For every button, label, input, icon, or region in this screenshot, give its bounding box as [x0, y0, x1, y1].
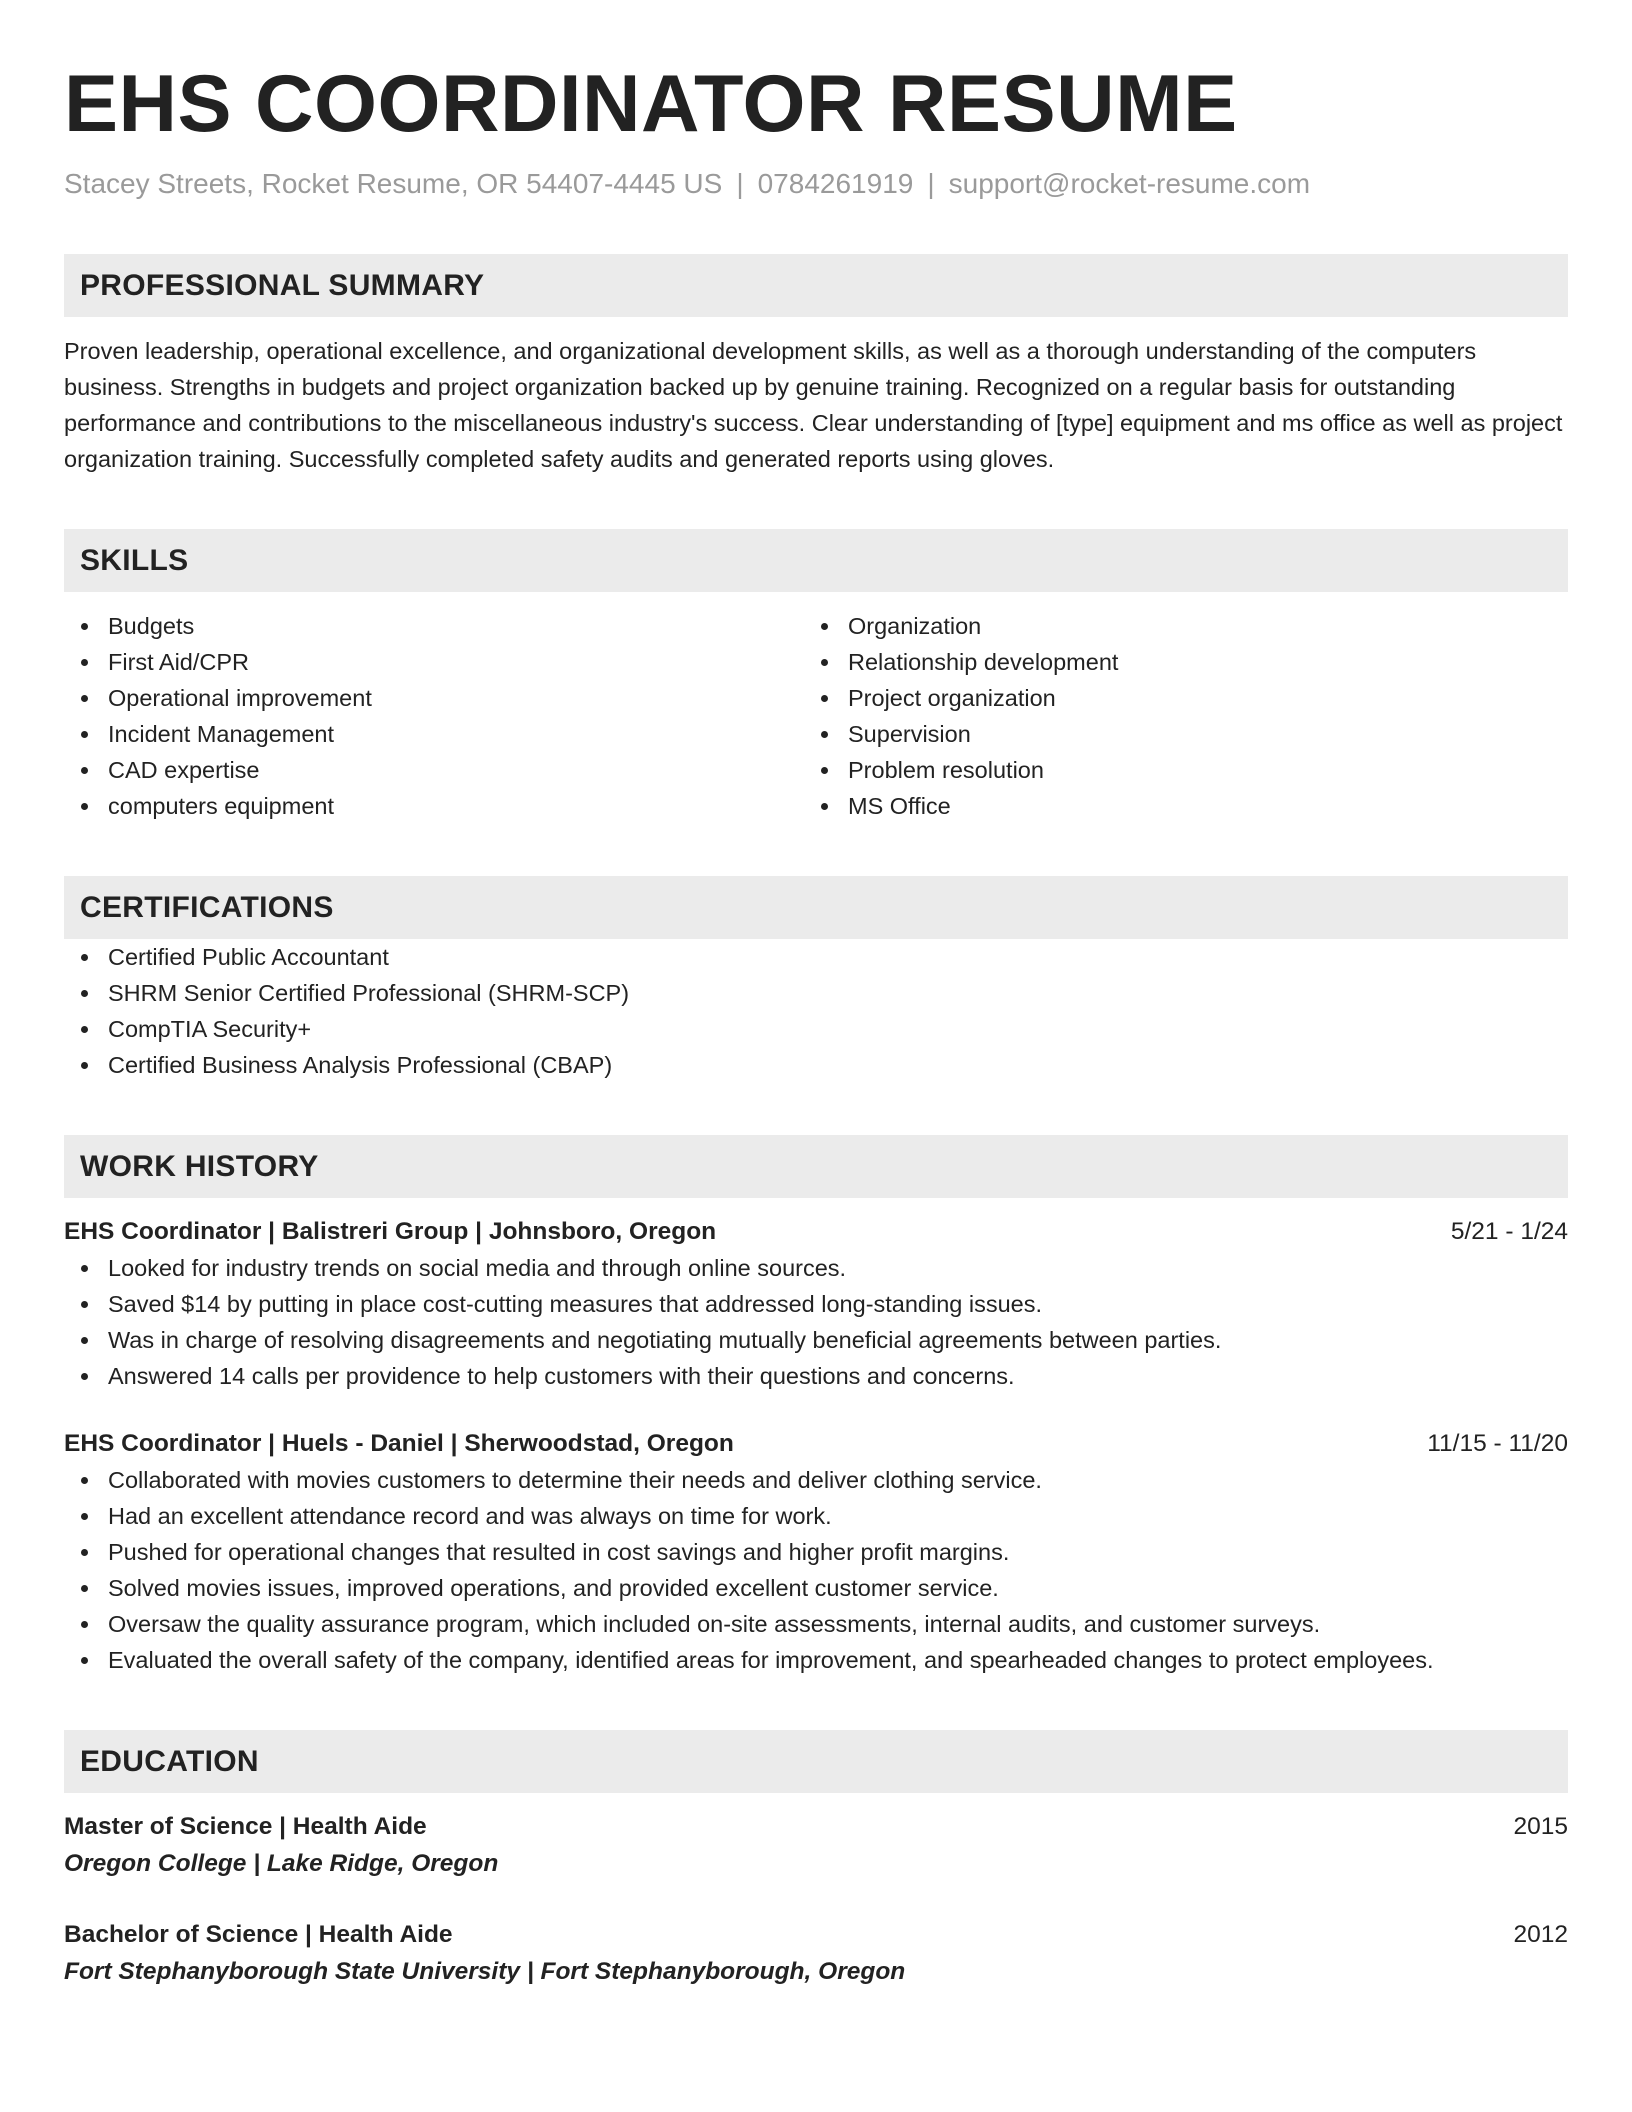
contact-address: Stacey Streets, Rocket Resume, OR 54407-4445 US: [64, 168, 723, 199]
skill-item: CAD expertise: [64, 752, 804, 788]
summary-text: Proven leadership, operational excellence, and organizational development skills, as well as a thorough understanding of the computers business. Strengths in budgets and project organization backed up by genuine training. Recognized on a regular basis for outstanding performance and contributions to the miscellaneous industry's success. Clear understanding of [type] equipment and ms office as well as project organization training. Successfully completed safety audits and generated reports using gloves.: [64, 338, 1563, 472]
section-header-summary: PROFESSIONAL SUMMARY: [64, 254, 1568, 317]
job-bullets: [64, 1462, 1568, 1678]
contact-phone: 0784261919: [757, 168, 914, 199]
section-header-certifications: CERTIFICATIONS: [64, 876, 1568, 939]
education-header: [64, 1809, 1568, 1845]
job-bullet: Was in charge of resolving disagreements and negotiating mutually beneficial agreements between parties.: [64, 1322, 1568, 1358]
contact-line: [64, 166, 1568, 202]
section-header-skills: SKILLS: [64, 529, 1568, 592]
contact-separator: |: [736, 168, 744, 199]
job-bullet: Oversaw the quality assurance program, which included on-site assessments, internal audits, and customer surveys.: [64, 1606, 1568, 1642]
certification-item: CompTIA Security+: [64, 1011, 1568, 1047]
education-year: 2015: [1513, 1813, 1568, 1840]
skill-item: Relationship development: [804, 644, 1544, 680]
certifications-list: [64, 939, 1568, 1083]
education-degree: Bachelor of Science | Health Aide: [64, 1921, 453, 1948]
job-bullet: Collaborated with movies customers to determine their needs and deliver clothing service.: [64, 1462, 1568, 1498]
skills-column-left: [64, 608, 804, 824]
skills-column-right: [804, 608, 1544, 824]
job-bullet: Pushed for operational changes that resulted in cost savings and higher profit margins.: [64, 1534, 1568, 1570]
job-bullet: Solved movies issues, improved operations, and provided excellent customer service.: [64, 1570, 1568, 1606]
job-dates: 5/21 - 1/24: [1450, 1218, 1568, 1245]
education-degree: Master of Science | Health Aide: [64, 1813, 427, 1840]
skill-item: Incident Management: [64, 716, 804, 752]
skill-item: Budgets: [64, 608, 804, 644]
skill-item: computers equipment: [64, 788, 804, 824]
skill-item: Supervision: [804, 716, 1544, 752]
job-bullet: Looked for industry trends on social media and through online sources.: [64, 1250, 1568, 1286]
job-header: [64, 1426, 1568, 1462]
skill-item: Project organization: [804, 680, 1544, 716]
job-bullet: Evaluated the overall safety of the company, identified areas for improvement, and spearheaded changes to protect employees.: [64, 1642, 1568, 1678]
job-title: EHS Coordinator | Huels - Daniel | Sherwoodstad, Oregon: [64, 1430, 734, 1457]
skills-grid: [64, 608, 1568, 824]
certification-item: Certified Business Analysis Professional (CBAP): [64, 1047, 1568, 1083]
certification-item: Certified Public Accountant: [64, 939, 1568, 975]
skill-item: MS Office: [804, 788, 1544, 824]
education-year: 2012: [1513, 1921, 1568, 1948]
education-entry: [64, 1809, 1568, 1883]
section-header-education: EDUCATION: [64, 1730, 1568, 1793]
job-header: [64, 1214, 1568, 1250]
skill-item: Problem resolution: [804, 752, 1544, 788]
job-bullet: Had an excellent attendance record and was always on time for work.: [64, 1498, 1568, 1534]
job-bullet: Answered 14 calls per providence to help customers with their questions and concerns.: [64, 1358, 1568, 1394]
job-dates: 11/15 - 11/20: [1427, 1430, 1568, 1457]
education-entry: [64, 1917, 1568, 1991]
job-entry: [64, 1426, 1568, 1678]
skill-item: First Aid/CPR: [64, 644, 804, 680]
skill-item: Operational improvement: [64, 680, 804, 716]
job-entry: [64, 1214, 1568, 1394]
job-bullets: [64, 1250, 1568, 1394]
job-bullet: Saved $14 by putting in place cost-cutting measures that addressed long-standing issues.: [64, 1286, 1568, 1322]
resume-title: EHS COORDINATOR RESUME: [64, 59, 1238, 149]
job-title: EHS Coordinator | Balistreri Group | Johnsboro, Oregon: [64, 1218, 717, 1245]
certification-item: SHRM Senior Certified Professional (SHRM-SCP): [64, 975, 1568, 1011]
education-school: Fort Stephanyborough State University | Fort Stephanyborough, Oregon: [64, 1958, 906, 1985]
education-school: Oregon College | Lake Ridge, Oregon: [64, 1850, 499, 1877]
education-header: [64, 1917, 1568, 1953]
contact-separator: |: [927, 168, 935, 199]
skill-item: Organization: [804, 608, 1544, 644]
contact-email: support@rocket-resume.com: [948, 168, 1311, 199]
section-header-work-history: WORK HISTORY: [64, 1135, 1568, 1198]
